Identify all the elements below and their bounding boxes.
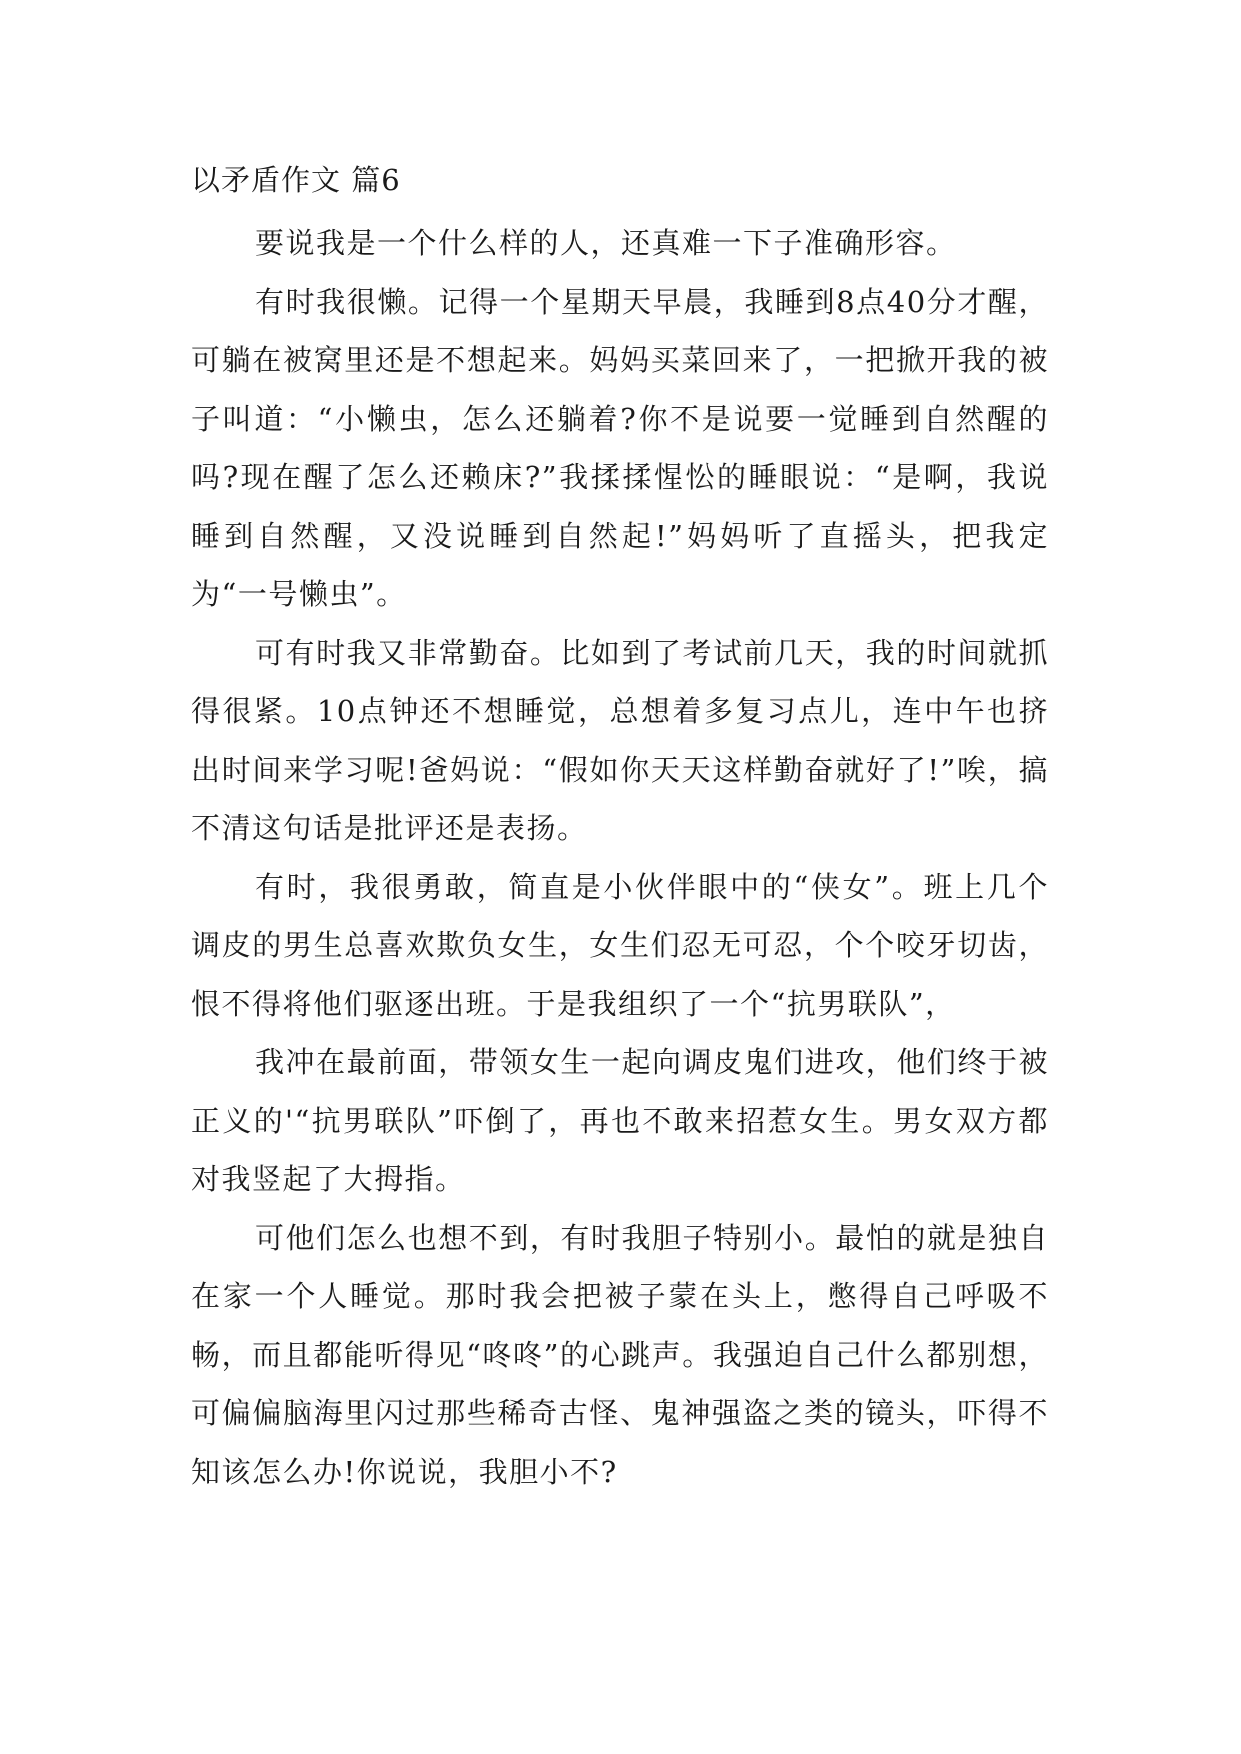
- paragraph: 可有时我又非常勤奋。比如到了考试前几天，我的时间就抓得很紧。10点钟还不想睡觉，总想着多复习点儿，连中午也挤出时间来学习呢!爸妈说：“假如你天天这样勤奋就好了!”唉，搞不清这句话是批评还是表扬。: [191, 635, 1049, 845]
- paragraph: 可他们怎么也想不到，有时我胆子特别小。最怕的就是独自在家一个人睡觉。那时我会把被子蒙在头上，憋得自己呼吸不畅，而且都能听得见“咚咚”的心跳声。我强迫自己什么都别想，可偏偏脑海里闪过那些稀奇古怪、鬼神强盗之类的镜头，吓得不知该怎么办!你说说，我胆小不?: [191, 1220, 1049, 1489]
- paragraph: 有时，我很勇敢，简直是小伙伴眼中的“侠女”。班上几个调皮的男生总喜欢欺负女生，女生们忍无可忍，个个咬牙切齿，恨不得将他们驱逐出班。于是我组织了一个“抗男联队”，: [191, 869, 1049, 1021]
- paragraph: 我冲在最前面，带领女生一起向调皮鬼们进攻，他们终于被正义的'“抗男联队”吓倒了，再也不敢来招惹女生。男女双方都对我竖起了大拇指。: [191, 1045, 1049, 1196]
- essay-title: 以矛盾作文 篇6: [191, 163, 401, 197]
- essay-body: [191, 214, 1049, 1501]
- paragraph: 要说我是一个什么样的人，还真难一下子准确形容。: [255, 226, 957, 260]
- paragraph: 有时我很懒。记得一个星期天早晨，我睡到8点40分才醒，可躺在被窝里还是不想起来。妈妈买菜回来了，一把掀开我的被子叫道：“小懒虫，怎么还躺着?你不是说要一觉睡到自然醒的吗?现在醒了怎么还赖床?”我揉揉惺忪的睡眼说：“是啊，我说睡到自然醒，又没说睡到自然起!”妈妈听了直摇头，把我定为“一号懒虫”。: [191, 284, 1049, 611]
